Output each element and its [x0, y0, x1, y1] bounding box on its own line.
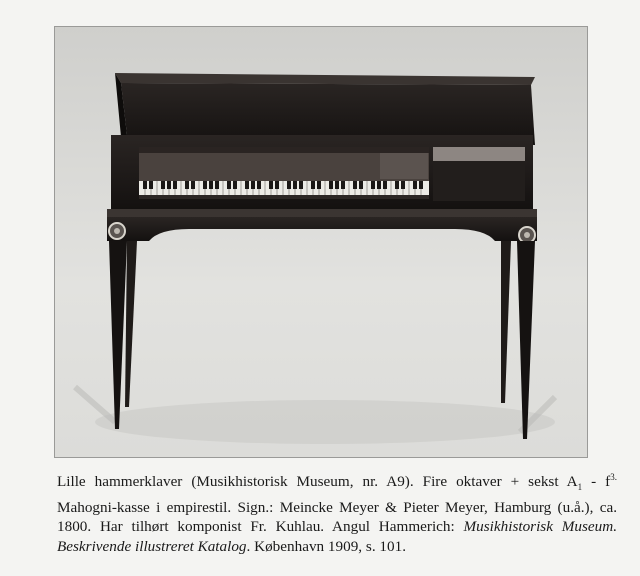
- caption-part3: Mahogni-kasse i empirestil. Sign.: Meincke Meyer & Pieter Meyer, Hamburg (u.å.), ca. 1800. Har tilhørt komponist Fr. Kuhlau. Angul Hammerich:: [57, 498, 617, 536]
- caption-part2: - f: [582, 473, 611, 491]
- figure-caption: [57, 468, 617, 556]
- caption-part4: . København 1909, s. 101.: [246, 537, 406, 555]
- caption-part1: Lille hammerklaver (Musikhistorisk Museum, nr. A9). Fire oktaver + sekst A: [57, 473, 578, 491]
- range-low-subscript: 1: [577, 482, 583, 493]
- piano-photograph: [54, 26, 588, 458]
- piano-illustration: [55, 27, 587, 457]
- range-high-superscript: 3.: [610, 472, 617, 482]
- catalog-title: Musikhistorisk Museum. Beskrivende illustreret Katalog: [57, 518, 617, 555]
